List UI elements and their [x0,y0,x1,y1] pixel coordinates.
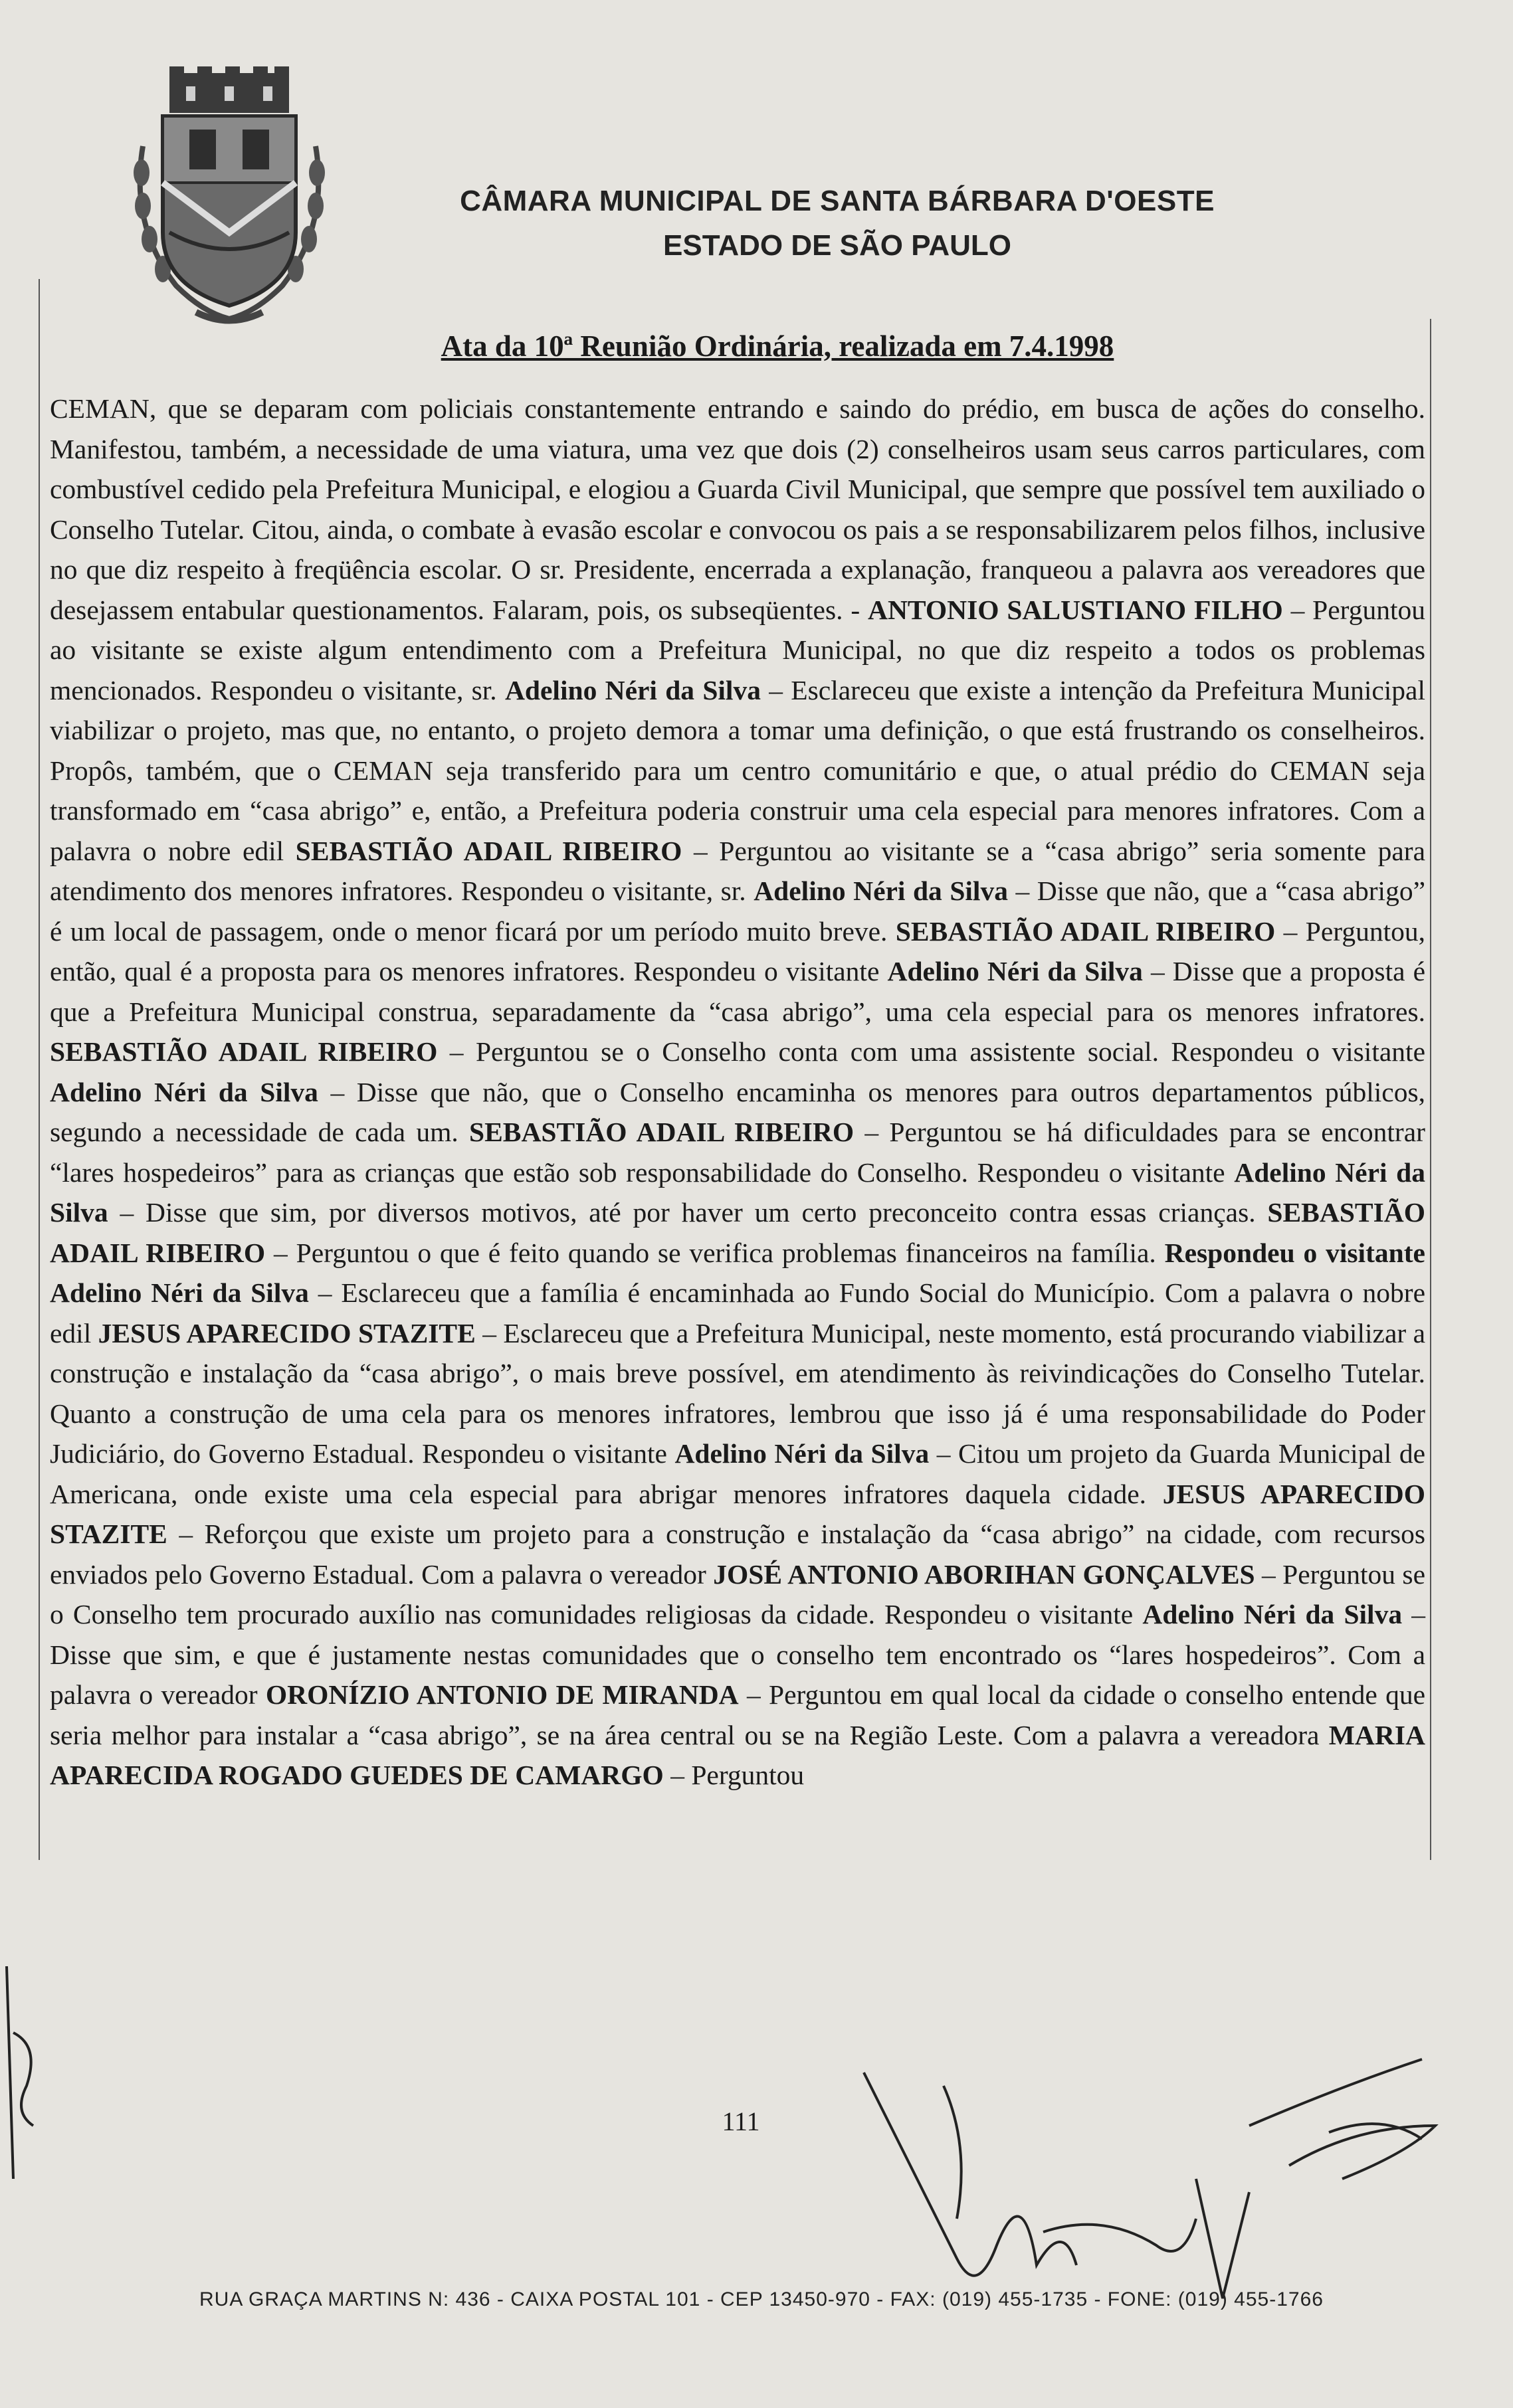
speaker-name: ORONÍZIO ANTONIO DE MIRANDA [265,1679,739,1710]
page-number: 111 [722,2106,760,2136]
header-title: CÂMARA MUNICIPAL DE SANTA BÁRBARA D'OESTE [460,185,1215,217]
minutes-text: – Perguntou, então, qual é a proposta para os menores infratores. Respondeu o visitante [50,915,1425,986]
coat-of-arms-icon [123,66,336,325]
minutes-text: – Esclareceu que a família é encaminhada ao Fundo Social do Município. Com a palavra o nobre edil [50,1277,1426,1348]
minutes-text: – Disse que não, que o Conselho encaminha os menores para outros departamentos públicos, segundo a necessidade de cada um. [50,1076,1426,1147]
speaker-name: Adelino Néri da Silva [50,1076,318,1107]
speaker-name: SEBASTIÃO ADAIL RIBEIRO [50,1197,1425,1268]
speaker-name: Respondeu o visitante Adelino Néri da Silva [50,1237,1425,1308]
minutes-text: – Citou um projeto da Guarda Municipal de Americana, onde existe uma cela especial para abrigar menores infratores daquela cidade. [50,1438,1426,1509]
speaker-name: SEBASTIÃO ADAIL RIBEIRO [469,1117,855,1147]
speaker-name: MARIA APARECIDA ROGADO GUEDES DE CAMARGO [50,1719,1425,1790]
speaker-name: Adelino Néri da Silva [504,674,761,705]
speaker-name: Adelino Néri da Silva [50,1157,1425,1228]
speaker-name: Adelino Néri da Silva [1142,1599,1403,1629]
minutes-text: – Perguntou se há dificuldades para se encontrar “lares hospedeiros” para as crianças que estão sob responsabilidade do Conselho. Respondeu o visitante [50,1117,1425,1188]
margin-line-right [1430,319,1431,1860]
signature-icon [824,2046,1462,2325]
minutes-text: – Disse que sim, por diversos motivos, até por haver um certo preconceito contra essas crianças. [108,1197,1268,1228]
minutes-title: Ata da 10ª Reunião Ordinária, realizada em 7.4.1998 [441,329,1114,363]
header-subtitle: ESTADO DE SÃO PAULO [663,229,1011,262]
minutes-text: – Perguntou [663,1760,805,1790]
speaker-name: JESUS APARECIDO STAZITE [98,1317,476,1348]
minutes-text: – Reforçou que existe um projeto para a construção e instalação da “casa abrigo” na cidade, com recursos enviados pelo Governo Estadual. Com a palavra o vereador [50,1519,1425,1590]
minutes-paragraph [50,389,1425,1796]
minutes-text: – Esclareceu que a Prefeitura Municipal, neste momento, está procurando viabilizar a construção e instalação da “casa abrigo”, o mais breve possível, em atendimento às reivindicações do Conselho Tutelar. Quanto a construção de uma cela para os menores infratores, lembrou que isso já é uma responsabilidade do Poder Judiciário, do Governo Estadual. Respondeu o visitante [50,1317,1426,1469]
minutes-text: – Perguntou ao visitante se existe algum entendimento com a Prefeitura Municipal, no que diz respeito a todos os problemas mencionados. Respondeu o visitante, sr. [50,594,1425,705]
speaker-name: JOSÉ ANTONIO ABORIHAN GONÇALVES [713,1558,1255,1590]
speaker-name: SEBASTIÃO ADAIL RIBEIRO [50,1036,438,1067]
speaker-name: Adelino Néri da Silva [674,1438,930,1469]
speaker-name: Adelino Néri da Silva [887,956,1143,986]
minutes-text: – Disse que a proposta é que a Prefeitura Municipal construa, separadamente da “casa abrigo”, uma cela especial para os menores infratores. [50,956,1426,1027]
minutes-text: – Disse que sim, e que é justamente nestas comunidades que o conselho tem encontrado os “lares hospedeiros”. Com a palavra o vereador [50,1599,1426,1710]
speaker-name: Adelino Néri da Silva [754,876,1008,906]
minutes-text: – Perguntou o que é feito quando se verifica problemas financeiros na família. [265,1237,1165,1268]
minutes-body [50,389,1425,1796]
minutes-text: – Perguntou ao visitante se a “casa abrigo” seria somente para atendimento dos menores infratores. Respondeu o visitante, sr. [50,835,1426,906]
minutes-text: – Perguntou se o Conselho conta com uma assistente social. Respondeu o visitante [437,1036,1425,1067]
minutes-text: – Perguntou em qual local da cidade o conselho entende que seria melhor para instalar a “casa abrigo”, se na área central ou se na Região Leste. Com a palavra a vereadora [50,1679,1425,1750]
speaker-name: SEBASTIÃO ADAIL RIBEIRO [895,915,1276,947]
minutes-text: CEMAN, que se deparam com policiais constantemente entrando e saindo do prédio, em busca de ações do conselho. Manifestou, também, a necessidade de uma viatura, uma vez que dois (2) conselheiros usam seus carros particulares, com combustível cedido pela Prefeitura Municipal, e elogiou a Guarda Civil Municipal, que sempre que possível tem auxiliado o Conselho Tutelar. Citou, ainda, o combate à evasão escolar e convocou os pais a se responsabilizarem pelos filhos, inclusive no que diz respeito à freqüência escolar. O sr. Presidente, encerrada a explanação, franqueou a palavra aos vereadores que desejassem entabular questionamentos. Falaram, pois, os subseqüentes. - [50,393,1425,625]
minutes-text: – Esclareceu que existe a intenção da Prefeitura Municipal viabilizar o projeto, mas que, no entanto, o projeto demora a tomar uma definição, o que está frustrando os conselheiros. Propôs, também, que o CEMAN seja transferido para um centro comunitário e que, o atual prédio do CEMAN seja transformado em “casa abrigo” e, então, a Prefeitura poderia construir uma cela especial para menores infratores. Com a palavra o nobre edil [50,674,1425,866]
speaker-name: ANTONIO SALUSTIANO FILHO [867,594,1283,625]
margin-initials-icon [0,1953,53,2192]
footer-address: RUA GRAÇA MARTINS N: 436 - CAIXA POSTAL 101 - CEP 13450-970 - FAX: (019) 455-1735 - FONE: (019) 455-1766 [199,2288,1324,2310]
minutes-text: – Perguntou se o Conselho tem procurado auxílio nas comunidades religiosas da cidade. Respondeu o visitante [50,1558,1425,1629]
speaker-name: SEBASTIÃO ADAIL RIBEIRO [295,835,682,866]
minutes-text: – Disse que não, que a “casa abrigo” é um local de passagem, onde o menor ficará por um período muito breve. [50,876,1425,947]
speaker-name: JESUS APARECIDO STAZITE [50,1478,1425,1549]
margin-line-left [39,279,40,1860]
